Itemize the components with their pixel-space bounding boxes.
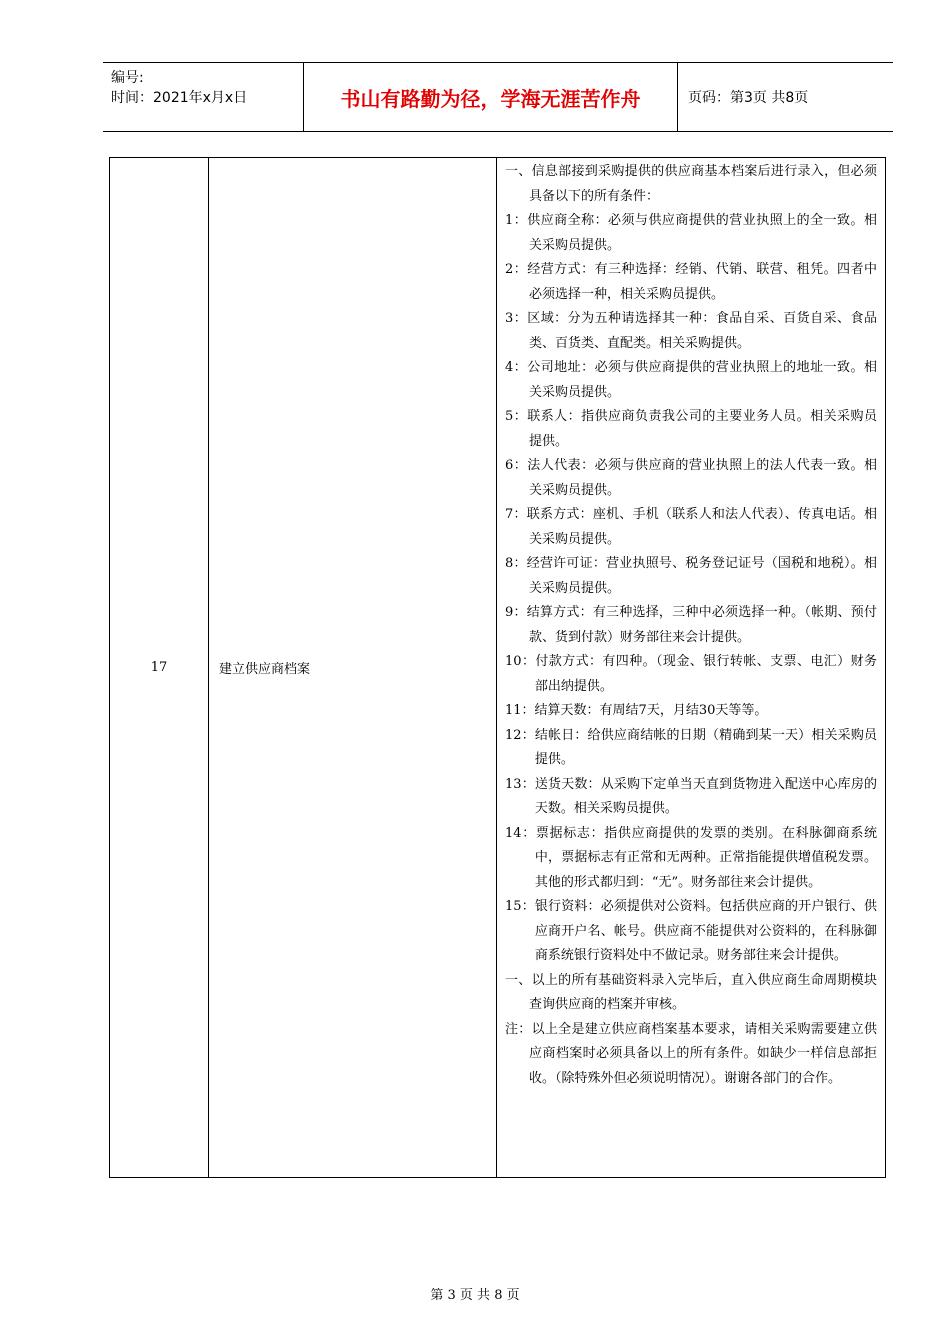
description-item-text: 结算方式：有三种选择，三种中必须选择一种。（帐期、预付款、货到付款）财务部往来会计提供。	[526, 605, 877, 645]
description-item	[505, 356, 877, 405]
description-item-text: 法人代表：必须与供应商的营业执照上的法人代表一致。相关采购员提供。	[527, 458, 877, 498]
description-item	[505, 454, 877, 503]
description-item-text: 银行资料：必须提供对公资料。包括供应商的开户银行、供应商开户名、帐号。供应商不能提供对公资料的，在科脉御商系统银行资料处中不做记录。财务部往来会计提供。	[534, 899, 877, 963]
description-item-text: 以上的所有基础资料录入完毕后，直入供应商生命周期模块查询供应商的档案并审核。	[529, 972, 877, 1012]
description-item	[505, 258, 877, 307]
row-number: 17	[110, 158, 209, 1177]
description-item-text: 结算天数：有周结7天，月结30天等等。	[534, 703, 768, 718]
description-item	[505, 895, 877, 969]
description-item	[505, 699, 877, 724]
description-item	[505, 650, 877, 699]
header-motto: 书山有路勤为径，学海无涯苦作舟	[304, 63, 678, 131]
header-meta	[103, 63, 304, 131]
description-item-text: 以上全是建立供应商档案基本要求，请相关采购需要建立供应商档案时必须具备以上的所有条件。如缺少一样信息部拒收。（除特殊外但必须说明情况）。谢谢各部门的合作。	[529, 1021, 877, 1086]
description-item-text: 经营许可证：营业执照号、税务登记证号（国税和地税）。相关采购员提供。	[526, 556, 877, 596]
row-description	[497, 158, 885, 1177]
description-item-prefix: 4：	[505, 360, 528, 375]
description-item	[505, 1018, 877, 1092]
time-label: 时间：2021年x月x日	[111, 90, 248, 106]
description-item	[505, 160, 877, 209]
description-item-prefix: 6：	[505, 458, 528, 473]
description-item-text: 供应商全称：必须与供应商提供的营业执照上的全一致。相关采购员提供。	[527, 213, 877, 253]
description-item	[505, 307, 877, 356]
description-item-text: 信息部接到采购提供的供应商基本档案后进行录入，但必须具备以下的所有条件：	[529, 164, 877, 204]
description-item-prefix: 2：	[505, 262, 528, 277]
description-item-prefix: 8：	[505, 556, 527, 571]
description-item-text: 经营方式：有三种选择：经销、代销、联营、租凭。四者中必须选择一种，相关采购员提供。	[527, 262, 877, 302]
description-item	[505, 209, 877, 258]
page-footer: 第 3 页 共 8 页	[430, 1288, 520, 1303]
description-item-text: 区域：分为五种请选择其一种：食品自采、百货自采、食品类、百货类、直配类。相关采购提供。	[527, 311, 877, 351]
description-item-prefix: 13：	[505, 776, 535, 792]
description-item-prefix: 5：	[505, 409, 528, 424]
description-item	[505, 503, 877, 552]
description-item	[505, 773, 877, 822]
description-item-prefix: 14：	[505, 825, 536, 841]
description-item-prefix: 一、	[505, 972, 532, 988]
page-header	[103, 62, 893, 132]
description-item-text: 联系方式：座机、手机（联系人和法人代表）、传真电话。相关采购员提供。	[526, 507, 877, 547]
description-item	[505, 601, 877, 650]
description-item-prefix: 注：	[505, 1021, 532, 1037]
description-item-text: 联系人：指供应商负责我公司的主要业务人员。相关采购员提供。	[527, 409, 877, 449]
description-item	[505, 822, 877, 896]
header-page-code: 页码：第3页 共8页	[688, 90, 809, 106]
description-item-text: 票据标志：指供应商提供的发票的类别。在科脉御商系统中，票据标志有正常和无两种。正常指能提供增值税发票。其他的形式都归到：“无”。财务部往来会计提供。	[534, 825, 877, 890]
description-item	[505, 405, 877, 454]
description-item-text: 结帐日：给供应商结帐的日期（精确到某一天）相关采购员提供。	[534, 727, 877, 767]
description-item-text: 公司地址：必须与供应商提供的营业执照上的地址一致。相关采购员提供。	[527, 360, 877, 400]
description-item-prefix: 9：	[505, 605, 527, 620]
description-item-prefix: 7：	[505, 507, 527, 522]
description-item-prefix: 10：	[505, 654, 536, 669]
description-item-prefix: 15：	[505, 899, 535, 914]
description-item-prefix: 一、	[505, 164, 532, 179]
description-item-prefix: 1：	[505, 213, 528, 228]
row-name: 建立供应商档案	[209, 158, 497, 1177]
serial-label: 编号:	[111, 70, 144, 86]
description-item-prefix: 11：	[505, 703, 535, 718]
description-item-prefix: 3：	[505, 311, 528, 326]
description-item-text: 送货天数：从采购下定单当天直到货物进入配送中心库房的天数。相关采购员提供。	[534, 776, 877, 816]
description-item-prefix: 12：	[505, 727, 535, 743]
procedure-table	[109, 157, 886, 1178]
description-item-text: 付款方式：有四种。（现金、银行转帐、支票、电汇）财务部出纳提供。	[534, 654, 877, 694]
description-item	[505, 969, 877, 1018]
description-item	[505, 552, 877, 601]
description-item	[505, 724, 877, 773]
